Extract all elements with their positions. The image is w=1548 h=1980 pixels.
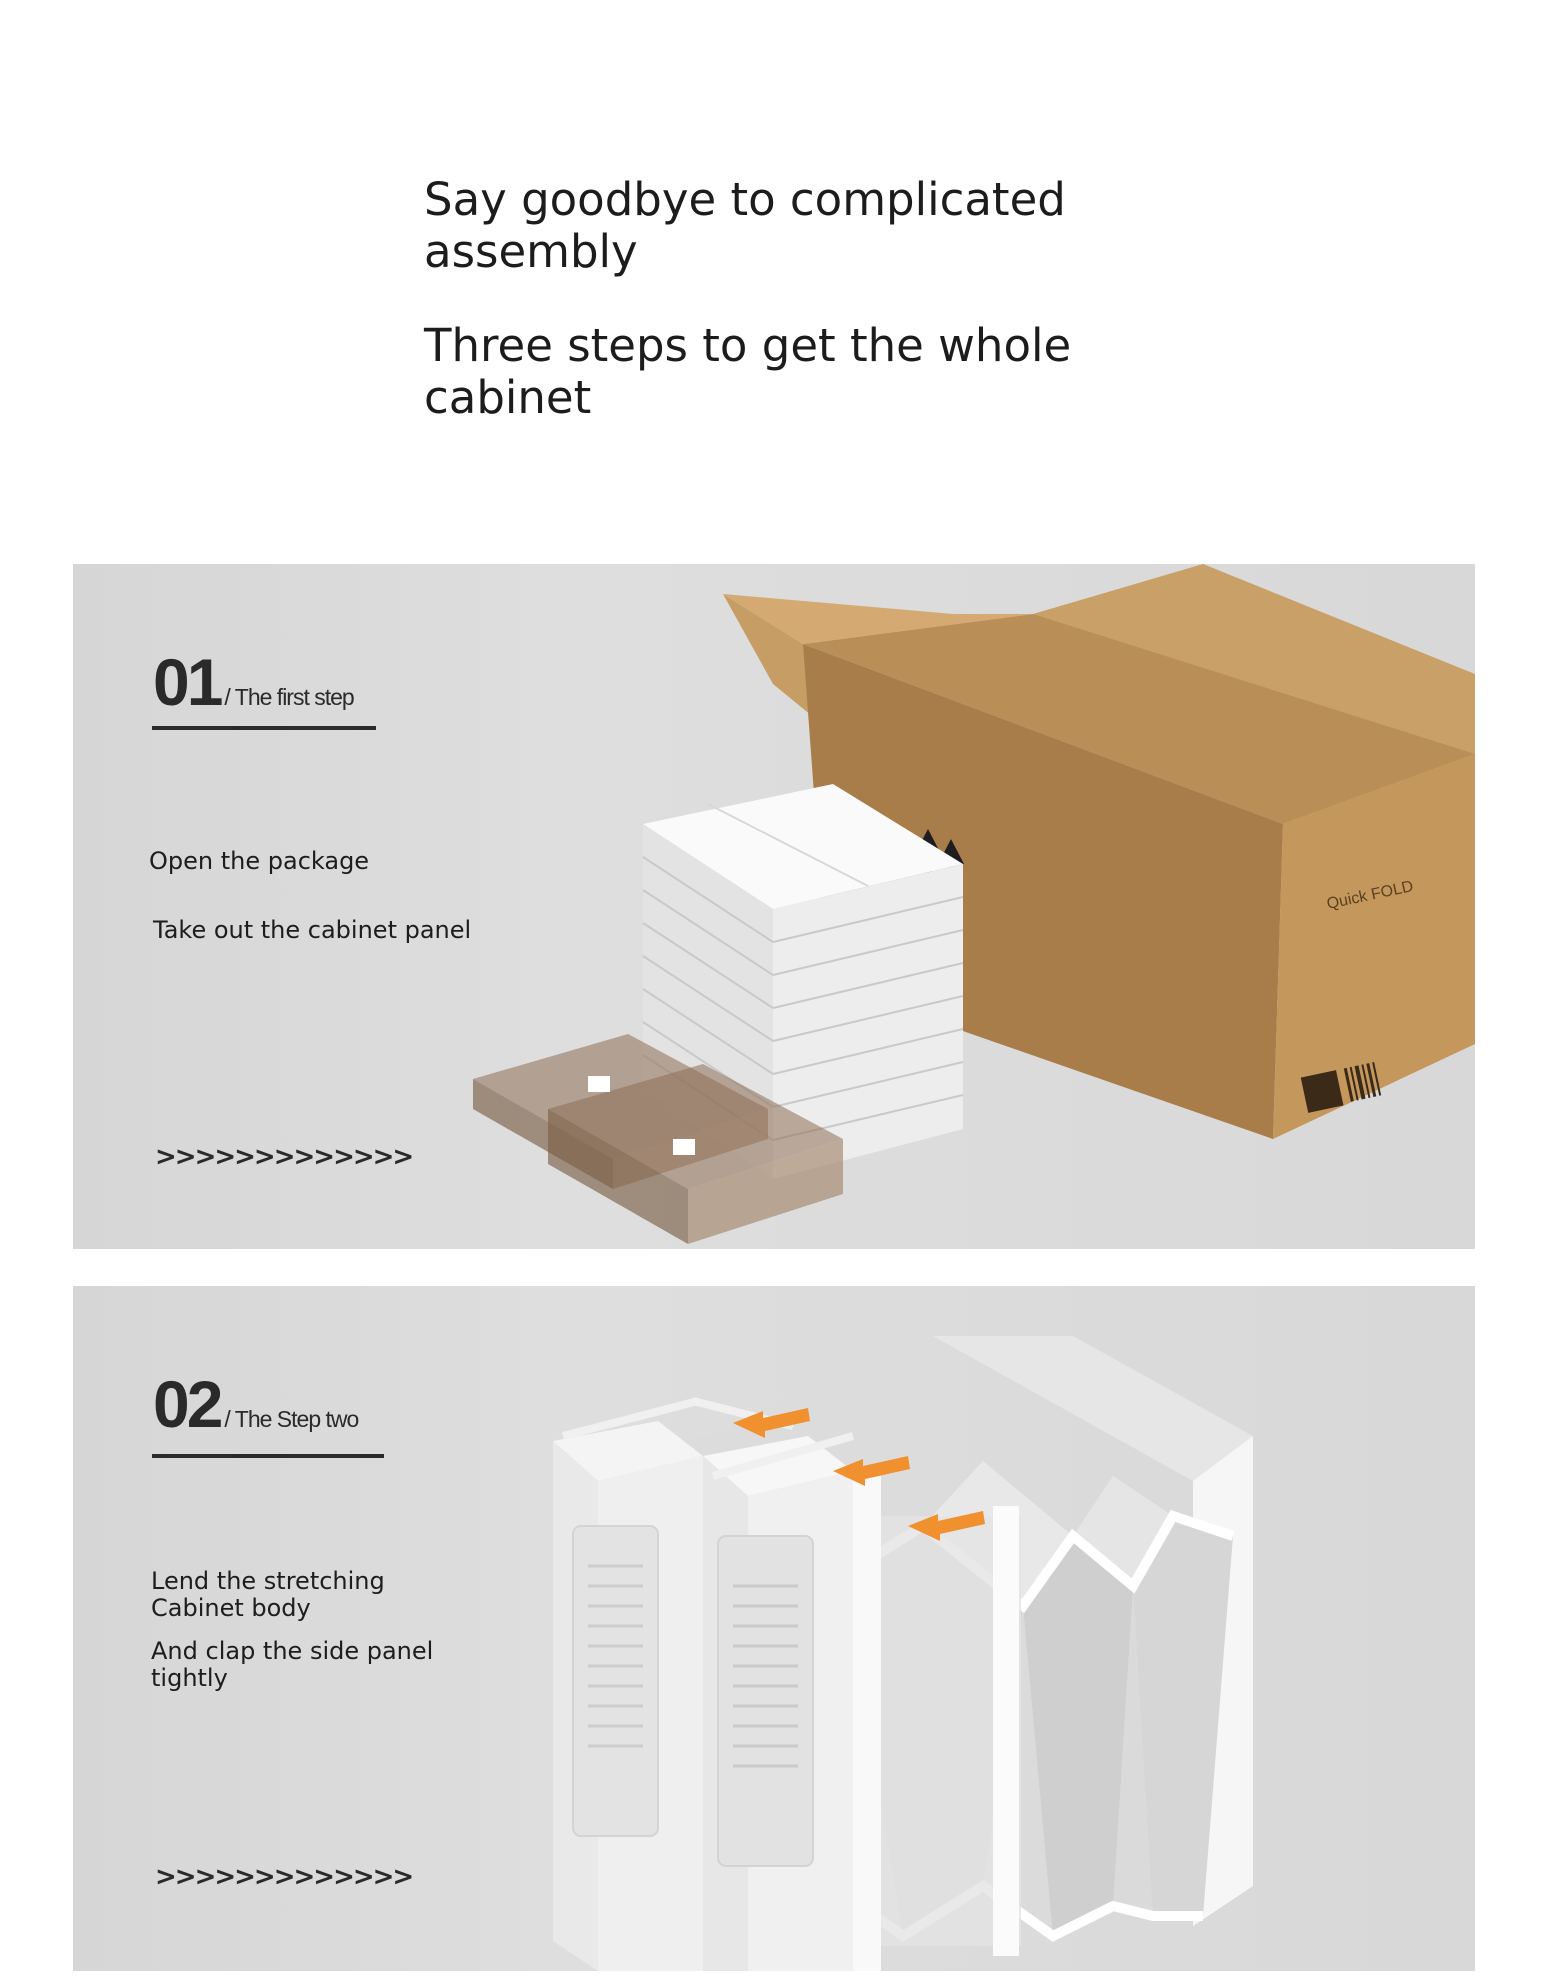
headline-three-steps: Three steps to get the whole cabinet [424, 319, 1072, 424]
step-2-heading [153, 1367, 359, 1441]
front-cabinet-unit-1 [553, 1421, 703, 1971]
step-1-heading [153, 645, 354, 719]
step-1-chevron-arrows: >>>>>>>>>>>>> [155, 1142, 413, 1172]
step-1-subtitle: / The first step [224, 684, 354, 710]
step-2-line-1: Lend the stretching Cabinet body [151, 1567, 385, 1622]
step-2-number: 02 [153, 1367, 221, 1441]
step-1-panel [73, 564, 1475, 1249]
step-2-chevron-arrows: >>>>>>>>>>>>> [155, 1862, 413, 1892]
step-1-line-2: Take out the cabinet panel [153, 916, 472, 944]
step-1-number: 01 [153, 645, 221, 719]
headline-assembly: Say goodbye to complicated assembly [424, 173, 1066, 278]
step-1-line-1: Open the package [149, 847, 370, 875]
step-2-underline [152, 1454, 384, 1458]
step-2-subtitle: / The Step two [224, 1406, 359, 1432]
step-1-underline [152, 726, 376, 730]
step-1-illustration [473, 564, 1475, 1249]
step-2-illustration [553, 1286, 1475, 1971]
step-2-panel [73, 1286, 1475, 1971]
step-2-line-2: And clap the side panel tightly [151, 1637, 434, 1692]
box-print-text: Quick FOLD [1325, 877, 1415, 913]
